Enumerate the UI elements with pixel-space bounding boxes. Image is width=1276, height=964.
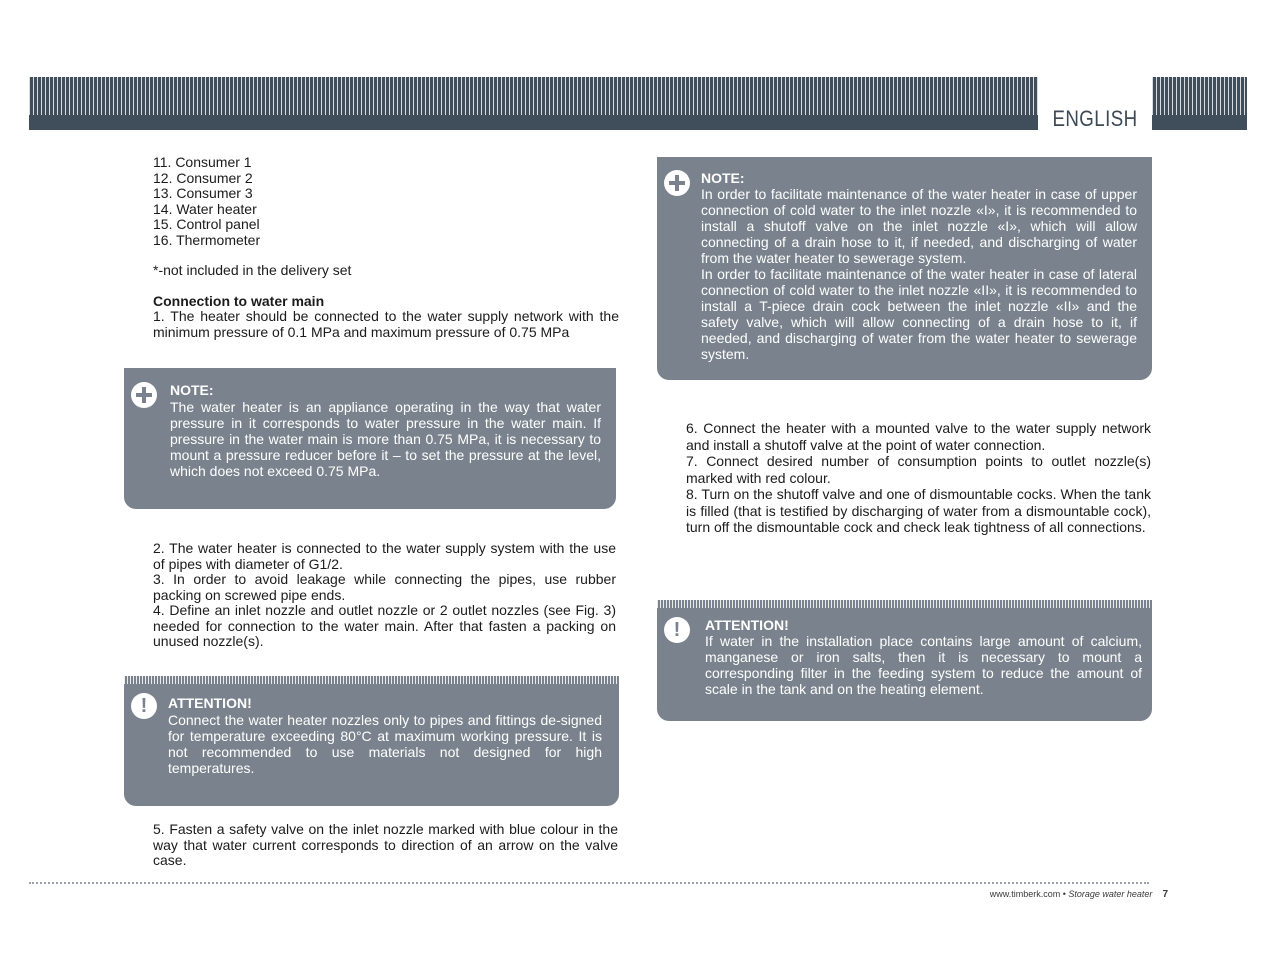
attention-text: If water in the installation place contains large amount of calcium, manganese or iron salts, then it is necessary to mount a corresponding filter in the feeding system to reduce the amount of scale in the tank and on the heating element.: [705, 633, 1142, 697]
plus-circle-icon: [664, 170, 690, 196]
note-text: The water heater is an appliance operating in the way that water pressure in it corresponds to water pressure in the water main. If pressure in the water main is more than 0.75 MPa, it is necessary to mount a pressure reducer before it – to set the pressure at the level, which does not exceed 0.75 MPa.: [170, 399, 601, 479]
exclamation-circle-icon: !: [131, 693, 157, 719]
attention-title: ATTENTION!: [168, 695, 252, 711]
note-paragraph-1: In order to facilitate maintenance of the water heater in case of upper connection of cold water to the inlet nozzle «I», it is recommended to install a shutoff valve on the inlet nozzle «I», which will allow connecting of a drain hose to it, if needed, and discharging of water from the water heater to sewerage system.: [701, 186, 1137, 266]
header-bar-right: [1152, 77, 1247, 130]
header-bar-left: [29, 77, 1038, 130]
legend-item: 15. Control panel: [153, 216, 260, 232]
note-text: [701, 186, 1137, 362]
footer-divider: [29, 882, 1149, 884]
note-box-left: [124, 368, 616, 509]
steps-6-8: [686, 420, 1151, 536]
footer-separator: •: [1060, 889, 1069, 899]
step-1: 1. The heater should be connected to the water supply network with the minimum pressure of 0.1 MPa and maximum pressure of 0.75 MPa: [153, 308, 619, 340]
legend-item: 14. Water heater: [153, 200, 257, 217]
step-5: 5. Fasten a safety valve on the inlet nozzle marked with blue colour in the way that water current corresponds to direction of an arrow on the valve case.: [153, 821, 618, 868]
attention-box-right: [657, 600, 1152, 721]
legend-item: 13. Consumer 3: [153, 185, 253, 201]
product-name: Storage water heater: [1068, 889, 1153, 899]
legend-item: 16. Thermometer: [153, 231, 261, 248]
step-8: 8. Turn on the shutoff valve and one of dismountable cocks. When the tank is filled (that is testified by discharging of water from a dismountable cock), turn off the dismountable cock and check leak tightness of all connections.: [686, 486, 1151, 535]
steps-2-4: [153, 541, 616, 650]
step-3: 3. In order to avoid leakage while connecting the pipes, use rubber packing on screwed pipe ends.: [153, 571, 616, 603]
website-link[interactable]: www.timberk.com: [989, 889, 1061, 899]
exclamation-circle-icon: !: [664, 617, 690, 643]
section-title: Connection to water main: [153, 293, 325, 309]
plus-circle-icon: [131, 382, 157, 408]
page-number: 7: [1162, 889, 1168, 900]
step-7: 7. Connect desired number of consumption points to outlet nozzle(s) marked with red colour.: [686, 453, 1151, 486]
legend-item: 12. Consumer 2: [153, 169, 253, 186]
attention-stripe: [657, 600, 1152, 608]
step-6: 6. Connect the heater with a mounted valve to the water supply network and install a shutoff valve at the point of water connection.: [686, 420, 1151, 453]
step-4: 4. Define an inlet nozzle and outlet nozzle or 2 outlet nozzles (see Fig. 3) needed for connection to the water main. After that fasten a packing on unused nozzle(s).: [153, 602, 616, 649]
legend-list: [153, 155, 623, 248]
attention-box-left: [124, 676, 619, 806]
step-2: 2. The water heater is connected to the water supply system with the use of pipes with diameter of G1/2.: [153, 540, 616, 572]
language-label: ENGLISH: [1052, 106, 1138, 131]
note-title: NOTE:: [701, 170, 745, 186]
footer: [900, 889, 1168, 900]
attention-title: ATTENTION!: [705, 617, 789, 633]
note-title: NOTE:: [170, 382, 214, 398]
legend-item: 11. Consumer 1: [153, 154, 252, 170]
note-box-right: [657, 157, 1152, 380]
footnote: *-not included in the delivery set: [153, 262, 352, 278]
attention-text: Connect the water heater nozzles only to pipes and fittings de-signed for temperature exceeding 80°C at maximum working pressure. It is not recommended to use materials not designed for high temperatures.: [168, 712, 602, 776]
attention-stripe: [124, 676, 619, 684]
note-paragraph-2: In order to facilitate maintenance of the water heater in case of lateral connection of cold water to the inlet nozzle «II», it is recommended to install a T-piece drain cock between the inlet nozzle «II» and the safety valve, which will allow connecting of a drain hose to it, if needed, and discharging of water from the water heater to sewerage system.: [701, 266, 1137, 362]
